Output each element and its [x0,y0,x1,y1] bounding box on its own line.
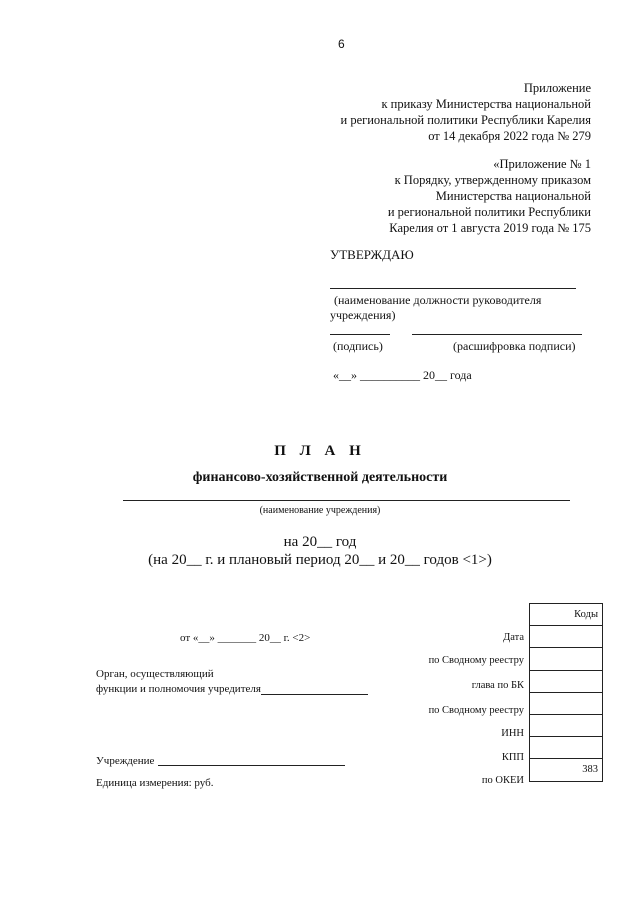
code-cell [530,737,603,759]
date-from: от «__» _______ 20__ г. <2> [180,632,311,644]
code-row-label: по Сводному реестру [428,655,524,666]
position-underline [330,288,576,289]
code-row-label: по Сводному реестру [428,705,524,716]
approval-date: «__» __________ 20__ года [333,368,472,382]
appendix-quote-line: к Порядку, утвержденному приказом [394,173,591,187]
appendix-quote-line: «Приложение № 1 [493,157,591,171]
signature-underline [330,334,390,335]
code-cell [530,648,603,670]
signature-hint: (подпись) [333,339,383,353]
code-row-label: глава по БК [471,680,524,691]
institution-label: Учреждение [96,755,155,767]
code-cell: 383 [530,759,603,781]
institution-hint: (наименование учреждения) [259,505,381,516]
codes-row [530,626,603,648]
unit-label: Единица измерения: руб. [96,777,214,789]
appendix-header-line: к приказу Министерства национальной [381,97,591,111]
decoding-underline [412,334,582,335]
institution-underline [123,500,570,501]
approval-title: УТВЕРЖДАЮ [330,247,414,262]
plan-title: П Л А Н [274,443,366,459]
codes-header: Коды [530,604,603,626]
decoding-hint: (расшифровка подписи) [453,339,576,353]
page-number: 6 [338,37,345,51]
appendix-quote-line: и региональной политики Республики [387,205,591,219]
appendix-header-line: от 14 декабря 2022 года № 279 [428,129,591,143]
appendix-quote [388,156,591,236]
appendix-header-line: и региональной политики Республики Карелия [340,113,591,127]
institution-field-underline [158,765,345,766]
appendix-header-line: Приложение [523,81,591,95]
code-cell [530,692,603,714]
position-hint-2: учреждения) [330,308,396,322]
code-cell [530,626,603,648]
codes-row [530,692,603,714]
appendix-header [341,80,592,144]
appendix-quote-line: Министерства национальной [435,189,591,203]
code-cell [530,714,603,736]
organ-underline [261,694,368,695]
codes-row [530,759,603,781]
plan-subtitle: финансово-хозяйственной деятельности [192,470,448,485]
codes-row [530,648,603,670]
plan-year: на 20__ год [283,534,357,550]
code-cell [530,670,603,692]
codes-row [530,670,603,692]
codes-table [529,603,603,782]
position-hint: (наименование должности руководителя [334,293,542,307]
organ-label-2: функции и полномочия учредителя [96,683,261,695]
codes-row [530,737,603,759]
code-row-label: ИНН [501,728,524,739]
codes-row [530,714,603,736]
plan-period: (на 20__ г. и плановый период 20__ и 20__ годов <1>) [148,552,492,568]
appendix-quote-line: Карелия от 1 августа 2019 года № 175 [389,221,591,235]
organ-label-1: Орган, осуществляющий [96,668,214,680]
code-row-label: по ОКЕИ [481,775,524,786]
code-row-label: Дата [503,632,524,643]
code-row-label: КПП [501,752,524,763]
codes-header-row [530,604,603,626]
